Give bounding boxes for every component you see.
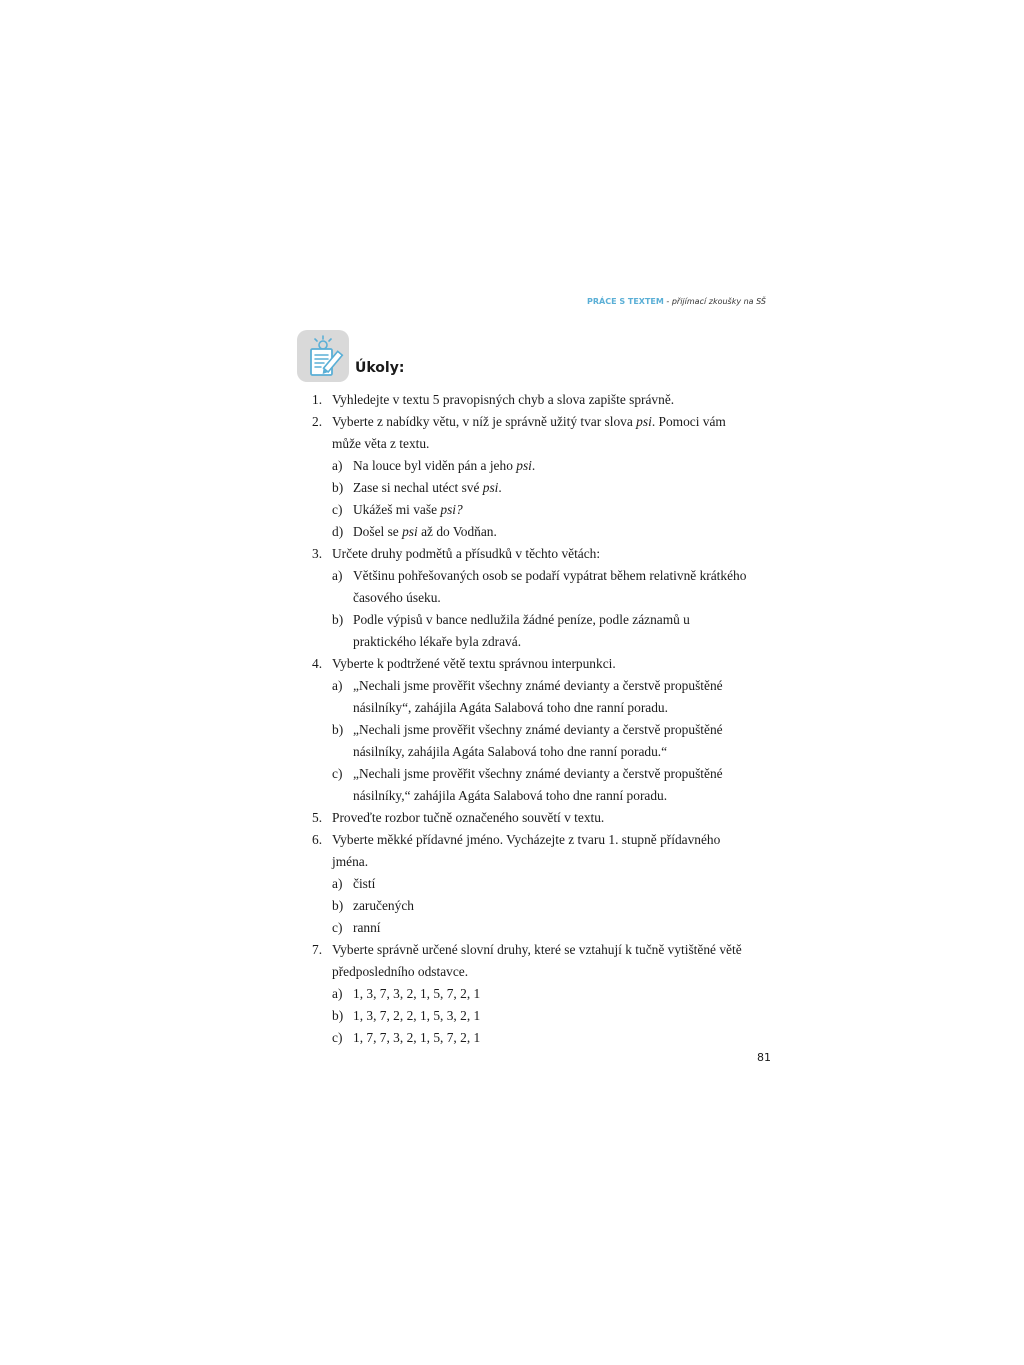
option-a: a) Většinu pohřešovaných osob se podaří vypátrat během relativně krátkého časového úseku.	[332, 568, 747, 605]
option-a: a) 1, 3, 7, 3, 2, 1, 5, 7, 2, 1	[332, 986, 481, 1001]
option-c: c) 1, 7, 7, 3, 2, 1, 5, 7, 2, 1	[332, 1030, 481, 1045]
header-subtitle: přijímací zkoušky na SŠ	[671, 297, 766, 306]
task-number: 7.	[312, 942, 323, 957]
task-number: 4.	[312, 656, 323, 671]
option-a: a) Na louce byl viděn pán a jeho psi.	[332, 458, 536, 473]
task-text: Určete druhy podmětů a přísudků v těchto větách:	[332, 546, 601, 561]
task-1	[300, 389, 750, 411]
header-separator: -	[663, 297, 672, 306]
option-d: d) Došel se psi až do Vodňan.	[332, 524, 497, 539]
task-text: Vyberte měkké přídavné jméno. Vycházejte z tvaru 1. stupně přídavného jména.	[332, 832, 721, 869]
task-number: 3.	[312, 546, 323, 561]
task-text: Vyberte správně určené slovní druhy, které se vztahují k tučně vytištěné větě předposledního odstavce.	[332, 942, 742, 979]
task-text: Proveďte rozbor tučně označeného souvětí v textu.	[332, 810, 605, 825]
task-number: 2.	[312, 414, 323, 429]
option-b: b) „Nechali jsme prověřit všechny známé devianty a čerstvě propuštěné násilníky, zahájila Agáta Salabová toho dne ranní poradu.“	[332, 722, 723, 759]
task-7	[300, 939, 750, 1049]
task-text: Vyberte k podtržené větě textu správnou interpunkci.	[332, 656, 616, 671]
task-text: Vyberte z nabídky větu, v níž je správně užitý tvar slova psi. Pomoci vám může věta z textu.	[332, 414, 726, 451]
option-c: c) Ukážeš mi vaše psi?	[332, 502, 463, 517]
task-6	[300, 829, 750, 939]
header-section: PRÁCE S TEXTEM	[587, 297, 664, 306]
option-b: b) Zase si nechal utéct své psi.	[332, 480, 502, 495]
task-list	[300, 389, 750, 1049]
option-b: b) zaručených	[332, 898, 414, 913]
running-header	[587, 297, 766, 306]
task-number: 1.	[312, 392, 323, 407]
option-c: c) „Nechali jsme prověřit všechny známé devianty a čerstvě propuštěné násilníky,“ zahájila Agáta Salabová toho dne ranní poradu.	[332, 766, 723, 803]
task-number: 6.	[312, 832, 323, 847]
task-number: 5.	[312, 810, 323, 825]
option-a: a) čistí	[332, 876, 376, 891]
option-c: c) ranní	[332, 920, 381, 935]
option-b: b) 1, 3, 7, 2, 2, 1, 5, 3, 2, 1	[332, 1008, 481, 1023]
option-b: b) Podle výpisů v bance nedlužila žádné peníze, podle záznamů u praktického lékaře byla zdravá.	[332, 612, 690, 649]
notepad-pencil-icon	[297, 330, 349, 382]
task-4	[300, 653, 750, 807]
task-2	[300, 411, 750, 543]
task-text: Vyhledejte v textu 5 pravopisných chyb a slova zapište správně.	[332, 392, 675, 407]
task-3	[300, 543, 750, 653]
page-number: 81	[757, 1051, 771, 1064]
task-5	[300, 807, 750, 829]
option-a: a) „Nechali jsme prověřit všechny známé devianty a čerstvě propuštěné násilníky“, zahájila Agáta Salabová toho dne ranní poradu.	[332, 678, 723, 715]
tasks-title: Úkoly:	[355, 360, 405, 376]
